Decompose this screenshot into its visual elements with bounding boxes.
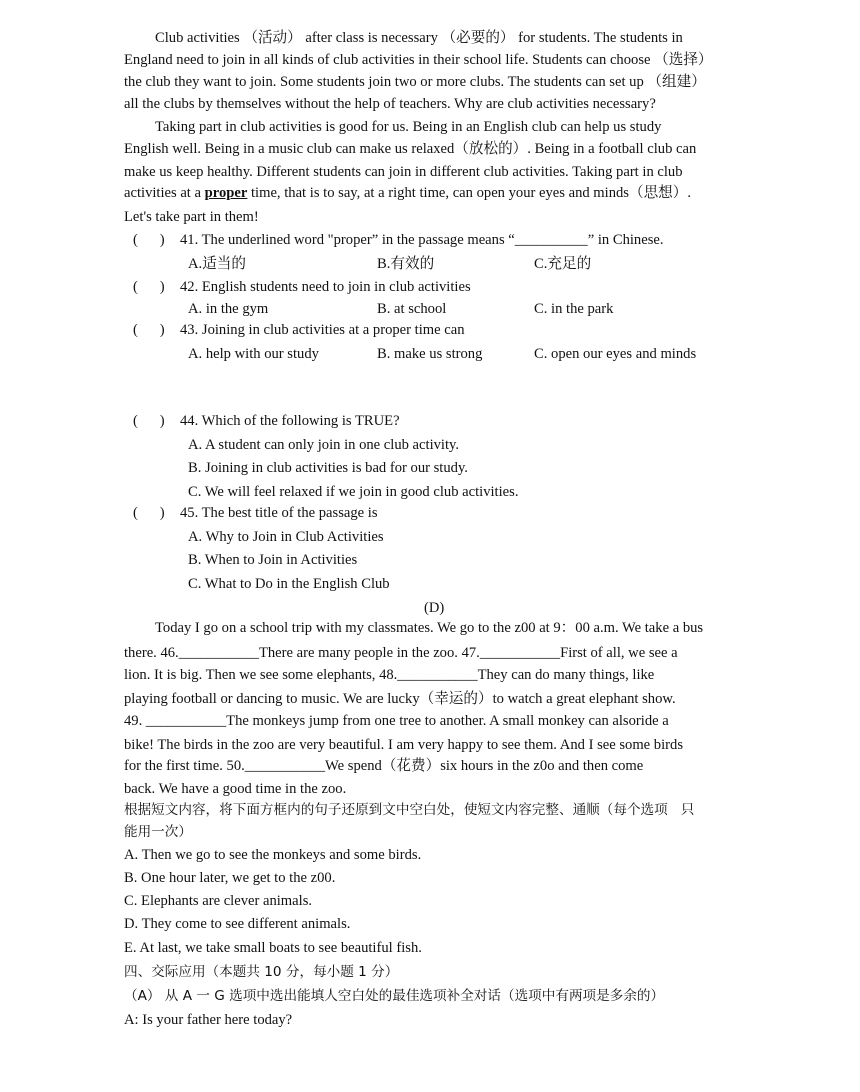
passage-c-line-9: Let's take part in them! bbox=[124, 209, 259, 225]
passage-c-line-4: all the clubs by themselves without the help of teachers. Why are club activities necessary? bbox=[124, 96, 656, 112]
passage-c-line-1: Club activities （活动） after class is necessary （必要的） for students. The students in bbox=[155, 30, 683, 46]
answer-paren-42: ( ) bbox=[133, 279, 165, 295]
question-43-option-b: B. make us strong bbox=[377, 346, 483, 362]
section-4-subtitle: （A） 从 A 一 G 选项中选出能填人空白处的最佳选项补全对话（选项中有两项是多余的） bbox=[124, 988, 665, 1004]
passage-c-line-2: England need to join in all kinds of club activities in their school life. Students can choose （选择） bbox=[124, 52, 713, 68]
question-44-stem: 44. Which of the following is TRUE? bbox=[180, 413, 400, 429]
question-44-option-b: B. Joining in club activities is bad for our study. bbox=[188, 460, 468, 476]
passage-d-line-4: playing football or dancing to music. We are lucky（幸运的）to watch a great elephant show. bbox=[124, 691, 676, 707]
question-44-option-a: A. A student can only join in one club activity. bbox=[188, 437, 460, 453]
question-45-option-a: A. Why to Join in Club Activities bbox=[188, 529, 384, 545]
instruction-line-2: 能用一次） bbox=[124, 824, 192, 840]
answer-paren-44: ( ) bbox=[133, 413, 165, 429]
option-e: E. At last, we take small boats to see beautiful fish. bbox=[124, 940, 422, 956]
question-43-option-c: C. open our eyes and minds bbox=[534, 346, 697, 362]
question-42-stem: 42. English students need to join in club activities bbox=[180, 279, 471, 295]
passage-c-line-3: the club they want to join. Some students join two or more clubs. The students can set up （组建） bbox=[124, 74, 706, 90]
dialogue-line-1: A: Is your father here today? bbox=[124, 1012, 293, 1028]
question-45-option-c: C. What to Do in the English Club bbox=[188, 576, 390, 592]
question-44-option-c: C. We will feel relaxed if we join in good club activities. bbox=[188, 484, 519, 500]
text-segment: activities at a bbox=[124, 185, 205, 201]
passage-c-line-5: Taking part in club activities is good for us. Being in an English club can help us study bbox=[155, 119, 662, 135]
instruction-line-1: 根据短文内容，将下面方框内的句子还原到文中空白处，使短文内容完整、通顺（每个选项 只 bbox=[124, 802, 695, 818]
option-b: B. One hour later, we get to the z00. bbox=[124, 870, 336, 886]
question-45-option-b: B. When to Join in Activities bbox=[188, 552, 358, 568]
passage-d-line-6: bike! The birds in the zoo are very beautiful. I am very happy to see them. And I see some birds bbox=[124, 737, 683, 753]
question-41-option-c: C.充足的 bbox=[534, 256, 592, 272]
passage-d-line-2: there. 46.___________There are many people in the zoo. 47.___________First of all, we see a bbox=[124, 645, 678, 661]
passage-d-heading: (D) bbox=[424, 600, 445, 616]
question-42-option-b: B. at school bbox=[377, 301, 447, 317]
passage-d-line-1: Today I go on a school trip with my classmates. We go to the z00 at 9：00 a.m. We take a bus bbox=[155, 620, 704, 636]
passage-d-line-7: for the first time. 50.___________We spend（花费）six hours in the z0o and then come bbox=[124, 758, 644, 774]
answer-paren-43: ( ) bbox=[133, 322, 165, 338]
passage-c-line-8 bbox=[124, 183, 691, 203]
question-42-option-a: A. in the gym bbox=[188, 301, 269, 317]
option-a: A. Then we go to see the monkeys and some birds. bbox=[124, 847, 422, 863]
question-41-option-a: A.适当的 bbox=[188, 256, 246, 272]
passage-d-line-8: back. We have a good time in the zoo. bbox=[124, 781, 347, 797]
passage-d-line-5: 49. ___________The monkeys jump from one tree to another. A small monkey can alsoride a bbox=[124, 713, 669, 729]
option-d: D. They come to see different animals. bbox=[124, 916, 351, 932]
question-42-option-c: C. in the park bbox=[534, 301, 614, 317]
passage-c-line-7: make us keep healthy. Different students can join in different club activities. Taking part in club bbox=[124, 164, 683, 180]
passage-c-line-6: English well. Being in a music club can make us relaxed（放松的）. Being in a football club can bbox=[124, 141, 697, 157]
text-segment: time, that is to say, at a right time, can open your eyes and minds（思想）. bbox=[247, 185, 692, 201]
question-41-stem: 41. The underlined word "proper” in the passage means “__________” in Chinese. bbox=[180, 232, 664, 248]
question-45-stem: 45. The best title of the passage is bbox=[180, 505, 378, 521]
section-4-title: 四、交际应用（本题共 10 分，每小题 1 分） bbox=[124, 964, 399, 980]
question-43-option-a: A. help with our study bbox=[188, 346, 319, 362]
passage-d-line-3: lion. It is big. Then we see some elephants, 48.___________They can do many things, like bbox=[124, 667, 655, 683]
question-41-option-b: B.有效的 bbox=[377, 256, 435, 272]
answer-paren-41: ( ) bbox=[133, 232, 165, 248]
underlined-word-proper: proper bbox=[204, 185, 248, 201]
option-c: C. Elephants are clever animals. bbox=[124, 893, 313, 909]
answer-paren-45: ( ) bbox=[133, 505, 165, 521]
question-43-stem: 43. Joining in club activities at a proper time can bbox=[180, 322, 465, 338]
